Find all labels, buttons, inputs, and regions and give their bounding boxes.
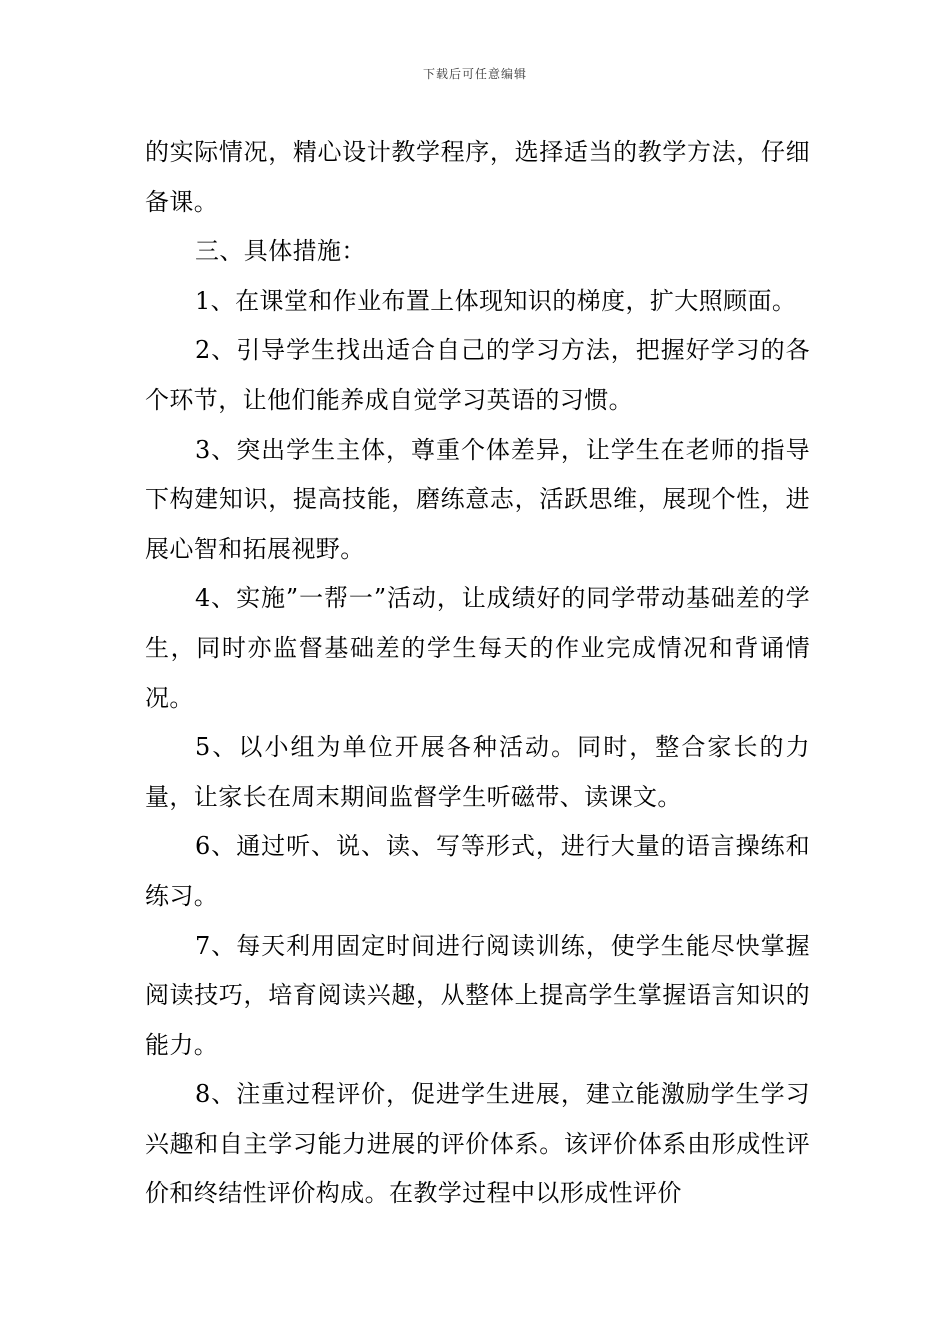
measure-item-8: 8、注重过程评价，促进学生进展，建立能激励学生学习兴趣和自主学习能力进展的评价体系。该评价体系由形成性评价和终结性评价构成。在教学过程中以形成性评价 xyxy=(145,1080,810,1208)
download-edit-note: 下载后可任意编辑 xyxy=(422,67,527,81)
measure-item-3: 3、突出学生主体，尊重个体差异，让学生在老师的指导下构建知识，提高技能，磨练意志，活跃思维，展现个性，进展心智和拓展视野。 xyxy=(145,435,810,563)
measure-item-6: 6、通过听、说、读、写等形式，进行大量的语言操练和练习。 xyxy=(145,832,810,910)
section-heading-measures: 三、具体措施： xyxy=(195,237,366,266)
document-body xyxy=(145,128,810,1219)
measure-item-5: 5、以小组为单位开展各种活动。同时，整合家长的力量，让家长在周末期间监督学生听磁带、读课文。 xyxy=(145,733,810,811)
measure-item-7: 7、每天利用固定时间进行阅读训练，使学生能尽快掌握阅读技巧，培育阅读兴趣，从整体上提高学生掌握语言知识的能力。 xyxy=(145,931,810,1059)
measure-item-4: 4、实施”一帮一”活动，让成绩好的同学带动基础差的学生，同时亦监督基础差的学生每天的作业完成情况和背诵情况。 xyxy=(145,584,810,712)
measure-item-2: 2、引导学生找出适合自己的学习方法，把握好学习的各个环节，让他们能养成自觉学习英语的习惯。 xyxy=(145,336,810,414)
paragraph-continuation: 的实际情况，精心设计教学程序，选择适当的教学方法，仔细备课。 xyxy=(145,138,810,216)
measure-item-1: 1、在课堂和作业布置上体现知识的梯度，扩大照顾面。 xyxy=(195,286,797,315)
